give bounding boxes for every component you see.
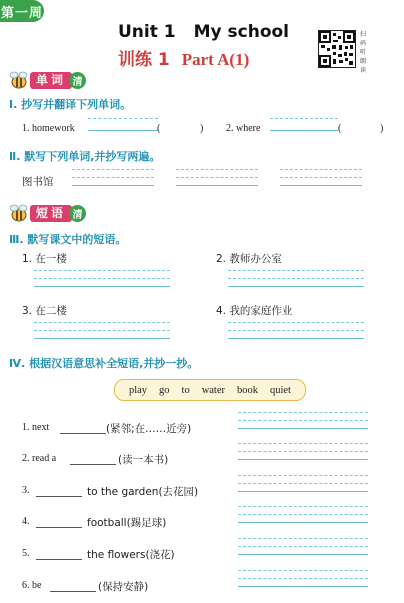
task-4-heading: Ⅳ. 根据汉语意思补全短语,并抄一抄。 [9, 357, 199, 370]
writing-line[interactable] [238, 570, 368, 571]
writing-line[interactable] [238, 451, 368, 452]
writing-line[interactable] [280, 185, 362, 186]
writing-line[interactable] [176, 177, 258, 178]
fill-item-2-post: (读一本书) [118, 454, 169, 466]
writing-line[interactable] [238, 483, 368, 484]
fill-item-5-post: the flowers(浇花) [87, 549, 175, 561]
writing-line[interactable] [238, 578, 368, 579]
fill-item-2-pre: 2. read a [22, 453, 57, 464]
fill-item-1-pre: 1. next [22, 422, 50, 433]
paren-close: ) [380, 123, 384, 134]
lesson-title [118, 45, 249, 70]
bee-icon [8, 203, 30, 223]
writing-line[interactable] [228, 330, 364, 331]
writing-line[interactable] [238, 420, 368, 421]
words-banner-label: 单词 [30, 72, 72, 89]
copy-line[interactable] [88, 118, 158, 119]
paren-close: ) [200, 123, 204, 134]
writing-line[interactable] [228, 278, 364, 279]
phrases-banner-label: 短语 [30, 205, 72, 222]
writing-line[interactable] [280, 177, 362, 178]
writing-line[interactable] [228, 286, 364, 287]
words-banner [8, 70, 86, 90]
writing-line[interactable] [228, 338, 364, 339]
unit-number: Unit 1 [118, 22, 176, 42]
word-library: 图书馆 [22, 176, 54, 188]
fill-item-6-pre: 6. be [22, 580, 42, 591]
phrase-4: 4. 我的家庭作业 [216, 305, 293, 317]
writing-line[interactable] [238, 491, 368, 492]
week-badge: 第一周 [0, 0, 44, 22]
writing-line[interactable] [34, 278, 170, 279]
fill-item-4-post: football(踢足球) [87, 517, 167, 529]
writing-line[interactable] [176, 185, 258, 186]
phrase-3: 3. 在二楼 [22, 305, 67, 317]
writing-line[interactable] [238, 459, 368, 460]
writing-line[interactable] [72, 169, 154, 170]
writing-line[interactable] [72, 177, 154, 178]
writing-line[interactable] [34, 322, 170, 323]
fill-item-3-pre: 3. [22, 485, 30, 496]
phrases-banner [8, 203, 86, 223]
writing-line[interactable] [34, 338, 170, 339]
writing-line[interactable] [238, 443, 368, 444]
word-where: 2. where [226, 123, 261, 134]
check-badge: 清 [69, 205, 86, 222]
word-bank-item: water [201, 384, 226, 396]
writing-line[interactable] [228, 322, 364, 323]
writing-line[interactable] [34, 330, 170, 331]
qr-code-icon[interactable] [318, 30, 356, 68]
writing-line[interactable] [238, 522, 368, 523]
phrase-1: 1. 在一楼 [22, 253, 67, 265]
writing-line[interactable] [72, 185, 154, 186]
paren-open: ( [157, 123, 161, 134]
blank-line[interactable] [36, 559, 82, 560]
check-badge: 清 [69, 72, 86, 89]
writing-line[interactable] [238, 586, 368, 587]
writing-line[interactable] [34, 286, 170, 287]
blank-line[interactable] [70, 464, 116, 465]
fill-item-4-pre: 4. [22, 516, 30, 527]
writing-line[interactable] [34, 270, 170, 271]
word-bank-item: quiet [269, 384, 291, 396]
blank-line[interactable] [50, 591, 96, 592]
writing-line[interactable] [238, 412, 368, 413]
writing-line[interactable] [280, 169, 362, 170]
word-bank-item: to [181, 384, 190, 396]
blank-line[interactable] [60, 433, 106, 434]
writing-line[interactable] [238, 475, 368, 476]
writing-line[interactable] [238, 554, 368, 555]
writing-line[interactable] [238, 538, 368, 539]
lesson-cn: 训练 1 [118, 50, 170, 70]
blank-line[interactable] [36, 527, 82, 528]
writing-line[interactable] [238, 506, 368, 507]
paren-open: ( [338, 123, 342, 134]
task-2-heading: Ⅱ. 默写下列单词,并抄写两遍。 [9, 150, 161, 163]
word-bank-item: book [237, 384, 258, 396]
writing-line[interactable] [176, 169, 258, 170]
word-homework: 1. homework [22, 123, 75, 134]
copy-line[interactable] [270, 130, 338, 131]
lesson-en: Part A(1) [181, 50, 250, 69]
fill-item-6-post: (保持安静) [98, 581, 149, 593]
word-bank [114, 379, 306, 401]
fill-item-3-post: to the garden(去花园) [87, 486, 199, 498]
writing-line[interactable] [228, 270, 364, 271]
unit-title [118, 22, 289, 42]
blank-line[interactable] [36, 496, 82, 497]
copy-line[interactable] [270, 118, 338, 119]
writing-line[interactable] [238, 546, 368, 547]
task-3-heading: Ⅲ. 默写课文中的短语。 [9, 233, 127, 246]
copy-line[interactable] [88, 130, 158, 131]
writing-line[interactable] [238, 428, 368, 429]
phrase-2: 2. 教师办公室 [216, 253, 282, 265]
word-bank-item: play [128, 384, 148, 396]
writing-line[interactable] [238, 514, 368, 515]
unit-name: My school [193, 22, 290, 42]
bee-icon [8, 70, 30, 90]
fill-item-1-post: (紧邻;在……近旁) [106, 423, 192, 435]
qr-caption: 扫码听朗读 [360, 31, 367, 74]
task-1-heading: Ⅰ. 抄写并翻译下列单词。 [9, 98, 132, 111]
word-bank-item: go [159, 384, 170, 396]
fill-item-5-pre: 5. [22, 548, 30, 559]
